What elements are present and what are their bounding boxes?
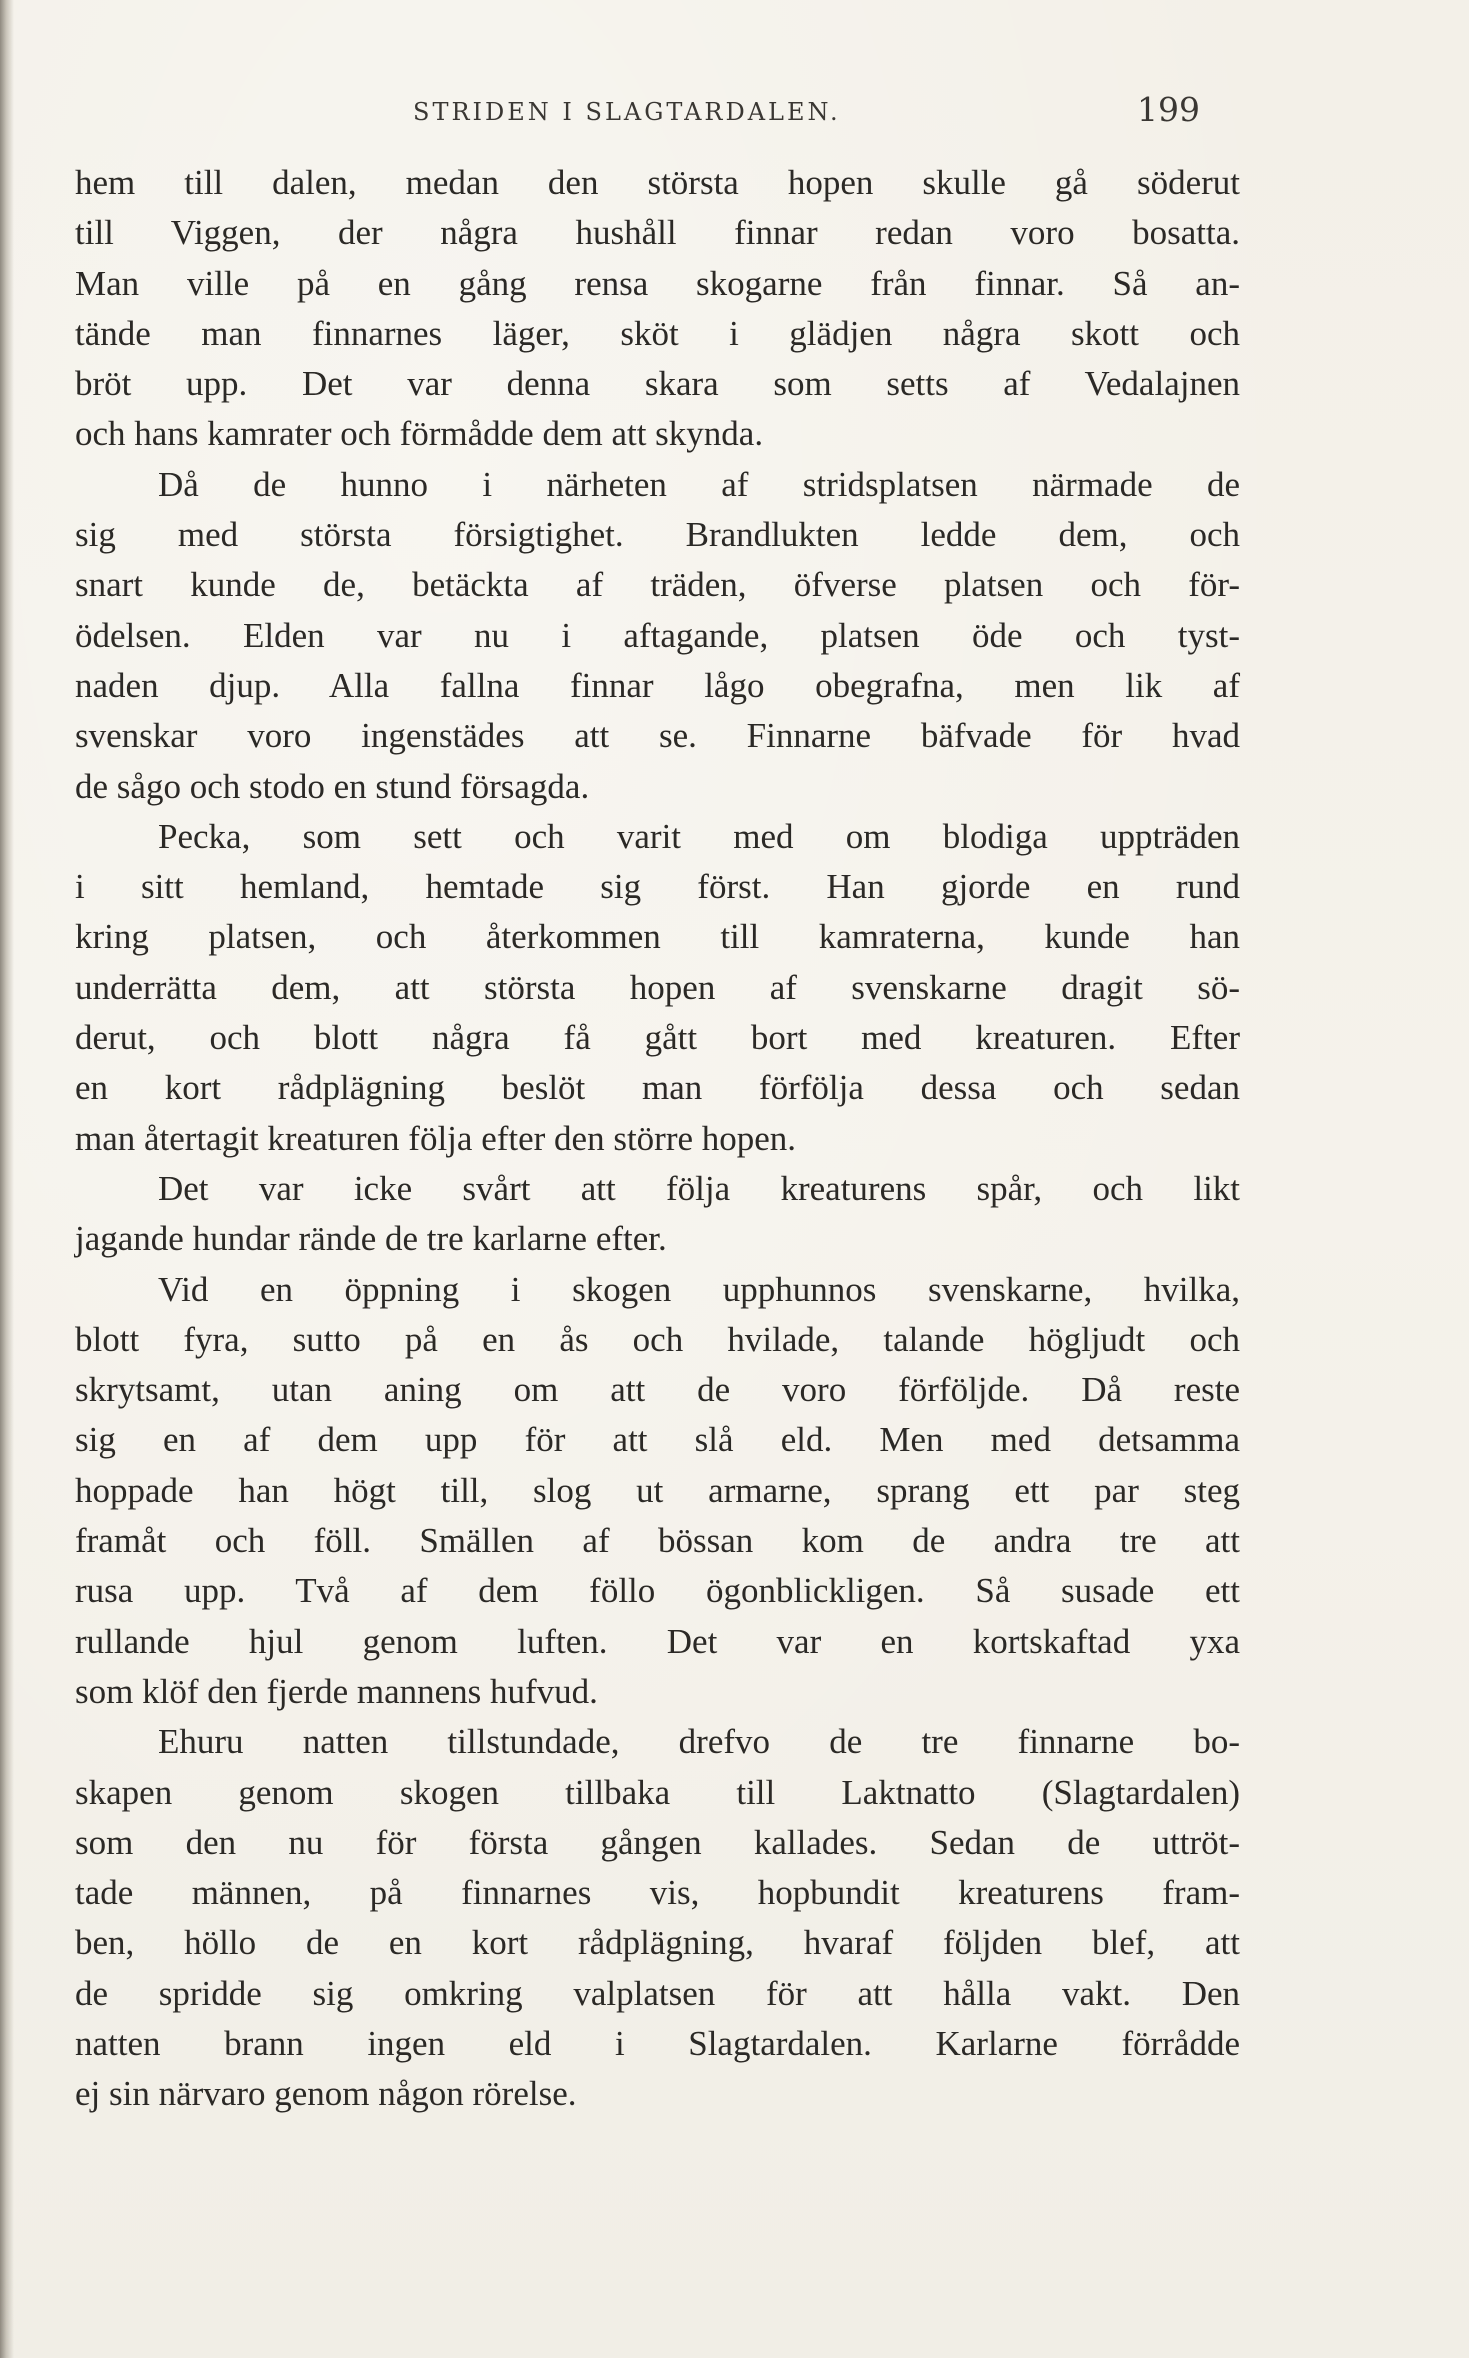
text-line: tade männen, på finnarnes vis, hopbundit kreaturens fram- [75,1873,1240,1913]
text-line: i sitt hemland, hemtade sig först. Han gjorde en rund [75,867,1240,907]
page-header [75,92,1240,132]
text-line: en kort rådplägning beslöt man förfölja dessa och sedan [75,1068,1240,1108]
text-line: jagande hundar rände de tre karlarne efter. [75,1219,667,1259]
text-line: svenskar voro ingenstädes att se. Finnarne bäfvade för hvad [75,716,1240,756]
running-title: STRIDEN I SLAGTARDALEN. [413,98,841,126]
text-line: natten brann ingen eld i Slagtardalen. Karlarne förrådde [75,2023,1240,2063]
text-line: ben, höllo de en kort rådplägning, hvaraf följden blef, att [75,1923,1240,1963]
page-spine-shadow [0,0,14,2358]
text-line: de spridde sig omkring valplatsen för att hålla vakt. Den [75,1973,1240,2013]
text-line: Då de hunno i närheten af stridsplatsen närmade de [158,464,1240,504]
text-line: sig en af dem upp för att slå eld. Men med detsamma [75,1420,1240,1460]
text-line: som klöf den fjerde mannens hufvud. [75,1671,598,1711]
text-line: skapen genom skogen tillbaka till Laktnatto (Slagtardalen) [75,1772,1240,1812]
text-line: hoppade han högt till, slog ut armarne, sprang ett par steg [75,1470,1240,1510]
text-line: naden djup. Alla fallna finnar lågo obegrafna, men lik af [75,665,1240,705]
text-line: kring platsen, och återkommen till kamraterna, kunde han [75,917,1240,957]
text-line: Vid en öppning i skogen upphunnos svenskarne, hvilka, [158,1269,1240,1309]
text-line: och hans kamrater och förmådde dem att skynda. [75,414,764,454]
text-line: Man ville på en gång rensa skogarne från finnar. Så an- [75,263,1240,303]
text-line: rusa upp. Två af dem föllo ögonblickligen. Så susade ett [75,1571,1240,1611]
text-line: ödelsen. Elden var nu i aftagande, platsen öde och tyst- [75,615,1240,655]
page-number: 199 [1137,90,1200,129]
body-text [75,158,1240,2120]
text-line: bröt upp. Det var denna skara som setts af Vedalajnen [75,364,1240,404]
text-line: hem till dalen, medan den största hopen skulle gå söderut [75,163,1240,202]
text-line: Ehuru natten tillstundade, drefvo de tre finnarne bo- [158,1722,1240,1762]
text-line: Det var icke svårt att följa kreaturens spår, och likt [158,1168,1240,1208]
text-line: snart kunde de, betäckta af träden, öfverse platsen och för- [75,565,1240,605]
text-line: framåt och föll. Smällen af bössan kom de andra tre att [75,1521,1240,1561]
text-line: derut, och blott några få gått bort med kreaturen. Efter [75,1018,1240,1058]
text-line: till Viggen, der några hushåll finnar redan voro bosatta. [75,213,1240,253]
text-line: rullande hjul genom luften. Det var en kortskaftad yxa [75,1621,1240,1661]
text-line: skrytsamt, utan aning om att de voro förföljde. Då reste [75,1370,1240,1410]
text-line: tände man finnarnes läger, sköt i glädjen några skott och [75,313,1240,353]
text-line: blott fyra, sutto på en ås och hvilade, talande högljudt och [75,1319,1240,1359]
text-line: som den nu för första gången kallades. Sedan de uttröt- [75,1822,1240,1862]
text-line: sig med största försigtighet. Brandlukten ledde dem, och [75,515,1240,555]
text-line: ej sin närvaro genom någon rörelse. [75,2074,577,2114]
text-line: Pecka, som sett och varit med om blodiga uppträden [158,816,1240,856]
text-line: de sågo och stodo en stund försagda. [75,766,590,806]
text-line: underrätta dem, att största hopen af svenskarne dragit sö- [75,967,1240,1007]
text-line: man återtagit kreaturen följa efter den större hopen. [75,1118,797,1158]
